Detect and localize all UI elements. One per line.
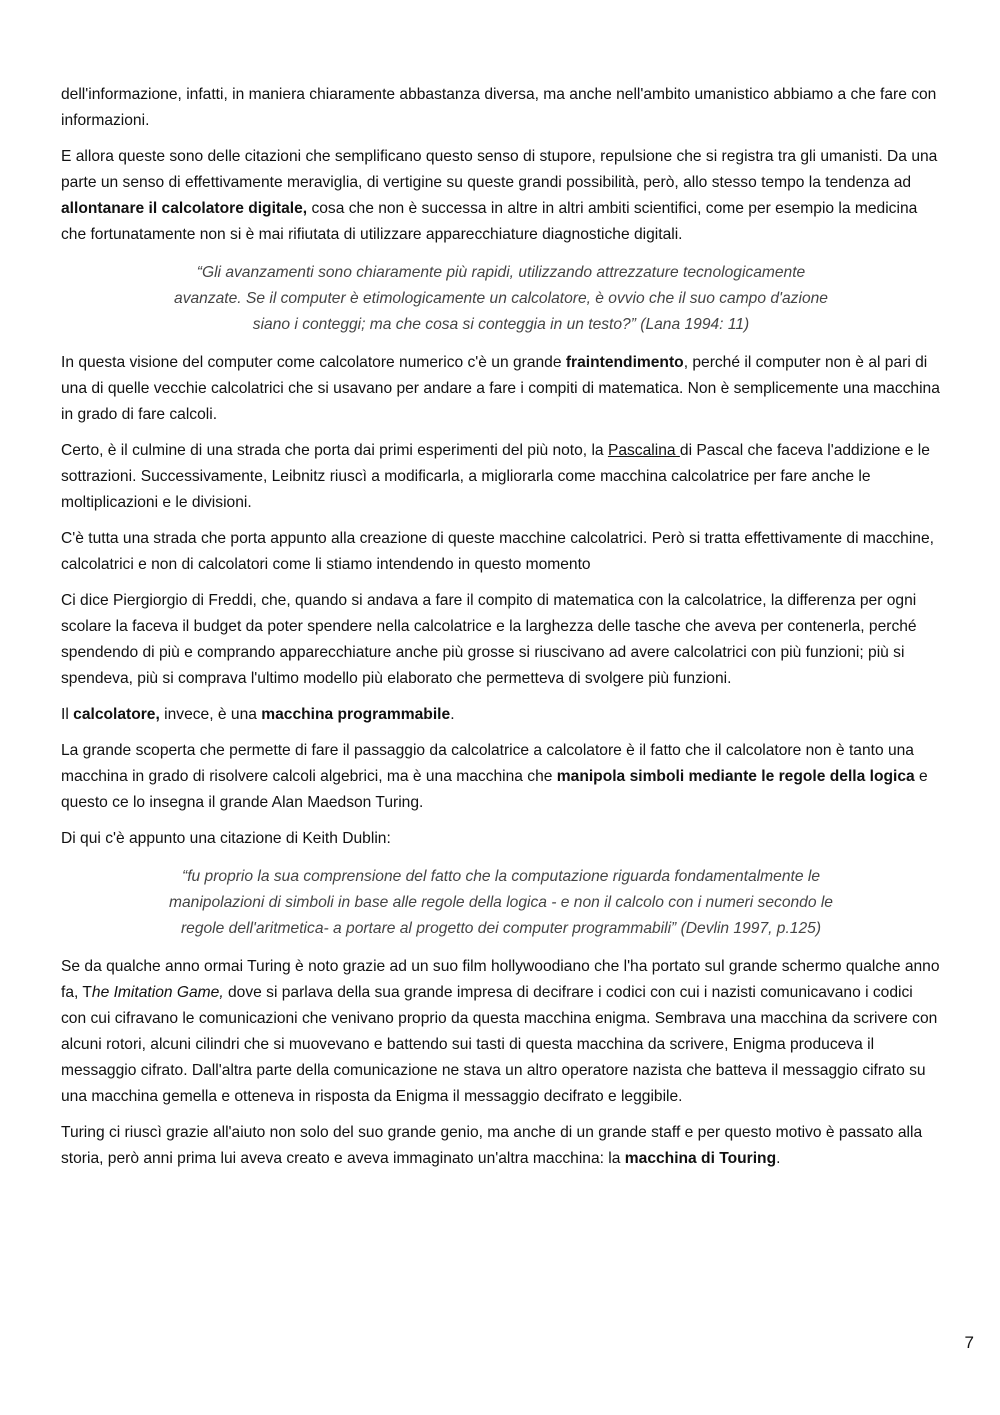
paragraph-text: Turing ci riuscì grazie all'aiuto non solo del suo grande genio, ma anche di un grande staff e per questo motivo è passato alla storia, però anni prima lui aveva creato e aveva immaginato un'altra macchina: la: [61, 1124, 923, 1167]
paragraph-8: [61, 738, 941, 816]
quote-line: regole dell'aritmetica- a portare al progetto dei computer programmabili” (Devlin 1997, p.125): [180, 920, 822, 937]
paragraph-text: e questo ce lo insegna il grande Alan Maedson Turing.: [61, 768, 928, 811]
quote-lana: [61, 260, 941, 338]
page-number: 7: [964, 1333, 974, 1352]
bold-phrase: macchina di Touring: [624, 1150, 777, 1167]
paragraph-5: [61, 526, 941, 578]
paragraph-text: Il: [61, 706, 74, 723]
paragraph-text: .: [450, 706, 455, 723]
bold-phrase: allontanare il calcolatore digitale,: [61, 200, 308, 217]
pascalina-link[interactable]: Pascalina: [607, 442, 680, 459]
bold-phrase: manipola simboli mediante le regole della logica: [556, 768, 915, 785]
paragraph-1: [61, 82, 941, 134]
paragraph-6: [61, 588, 941, 692]
quote-devlin: [61, 864, 941, 942]
italic-title: he Imitation Game,: [91, 984, 224, 1001]
paragraph-2: [61, 144, 941, 248]
paragraph-text: invece, è una: [159, 706, 262, 723]
document-body: [61, 82, 941, 1182]
paragraph-9: [61, 826, 941, 852]
paragraph-text: Ci dice Piergiorgio di Freddi, che, quando si andava a fare il compito di matematica con la calcolatrice, la differenza per ogni scolare la faceva il budget da poter spendere nella calcolatrice e la larghezza delle tasche che aveva per contenerla, perché spendendo di più e comprando apparecchiature anche più grosse si riuscivano ad avere calcolatrici con più funzioni; più si spendeva, più si comprava l'ultimo modello più elaborato che permetteva di svolgere più funzioni.: [61, 592, 917, 687]
paragraph-text: C'è tutta una strada che porta appunto alla creazione di queste macchine calcolatrici. Però si tratta effettivamente di macchine, calcolatrici e non di calcolatori come li stiamo intendendo in questo momento: [61, 530, 934, 573]
paragraph-text: Se da qualche anno ormai Turing è noto grazie ad un suo film hollywoodiano che l'ha portato sul grande schermo qualche anno fa, T: [61, 958, 940, 1001]
paragraph-4: [61, 438, 941, 516]
quote-line: “fu proprio la sua comprensione del fatto che la computazione riguarda fondamentalmente le: [182, 868, 820, 885]
paragraph-text: Di qui c'è appunto una citazione di Keith Dublin:: [61, 830, 391, 847]
paragraph-text: Certo, è il culmine di una strada che porta dai primi esperimenti del più noto, la: [61, 442, 608, 459]
paragraph-3: [61, 350, 941, 428]
paragraph-text: , perché il computer non è al pari di una di quelle vecchie calcolatrici che si usavano per andare a fare i compiti di matematica. Non è semplicemente una macchina in grado di fare calcoli.: [61, 354, 940, 423]
paragraph-11: [61, 1120, 941, 1172]
quote-line: siano i conteggi; ma che cosa si conteggia in un testo?” (Lana 1994: 11): [252, 316, 750, 333]
paragraph-text: In questa visione del computer come calcolatore numerico c'è un grande: [61, 354, 566, 371]
paragraph-text: dell'informazione, infatti, in maniera chiaramente abbastanza diversa, ma anche nell'ambito umanistico abbiamo a che fare con informazioni.: [61, 86, 937, 129]
bold-phrase: fraintendimento: [565, 354, 684, 371]
quote-line: avanzate. Se il computer è etimologicamente un calcolatore, è ovvio che il suo campo d'azione: [174, 290, 828, 307]
paragraph-text: cosa che non è successa in altre in altri ambiti scientifici, come per esempio la medicina che fortunatamente non si è mai rifiutata di utilizzare apparecchiature diagnostiche digitali.: [61, 200, 918, 243]
bold-phrase: macchina programmabile: [261, 706, 451, 723]
bold-phrase: calcolatore,: [73, 706, 160, 723]
paragraph-10: [61, 954, 941, 1110]
paragraph-text: La grande scoperta che permette di fare il passaggio da calcolatrice a calcolatore è il fatto che il calcolatore non è tanto una macchina in grado di risolvere calcoli algebrici, ma è una macchina che: [61, 742, 914, 785]
paragraph-text: .: [776, 1150, 781, 1167]
paragraph-text: dove si parlava della sua grande impresa di decifrare i codici con cui i nazisti comunicavano i codici con cui cifravano le comunicazioni che venivano proprio da questa macchina enigma. Sembrava una macchina da scrivere con alcuni rotori, alcuni cilindri che si muovevano e battendo sui tasti di questa macchina da scrivere, Enigma produceva il messaggio cifrato. Dall'altra parte della comunicazione ne stava un altro operatore nazista che batteva il messaggio cifrato su una macchina gemella e otteneva in risposta da Enigma il messaggio decifrato e leggibile.: [61, 984, 938, 1105]
paragraph-text: E allora queste sono delle citazioni che semplificano questo senso di stupore, repulsione che si registra tra gli umanisti. Da una parte un senso di effettivamente meraviglia, di vertigine su queste grandi possibilità, però, allo stesso tempo la tendenza ad: [61, 148, 938, 191]
paragraph-7: [61, 702, 941, 728]
paragraph-text: di Pascal che faceva l'addizione e le sottrazioni. Successivamente, Leibnitz riuscì a modificarla, a migliorarla come macchina calcolatrice per fare anche le moltiplicazioni e le divisioni.: [61, 442, 930, 511]
quote-line: “Gli avanzamenti sono chiaramente più rapidi, utilizzando attrezzature tecnologicamente: [196, 264, 806, 281]
quote-line: manipolazioni di simboli in base alle regole della logica - e non il calcolo con i numeri secondo le: [169, 894, 833, 911]
